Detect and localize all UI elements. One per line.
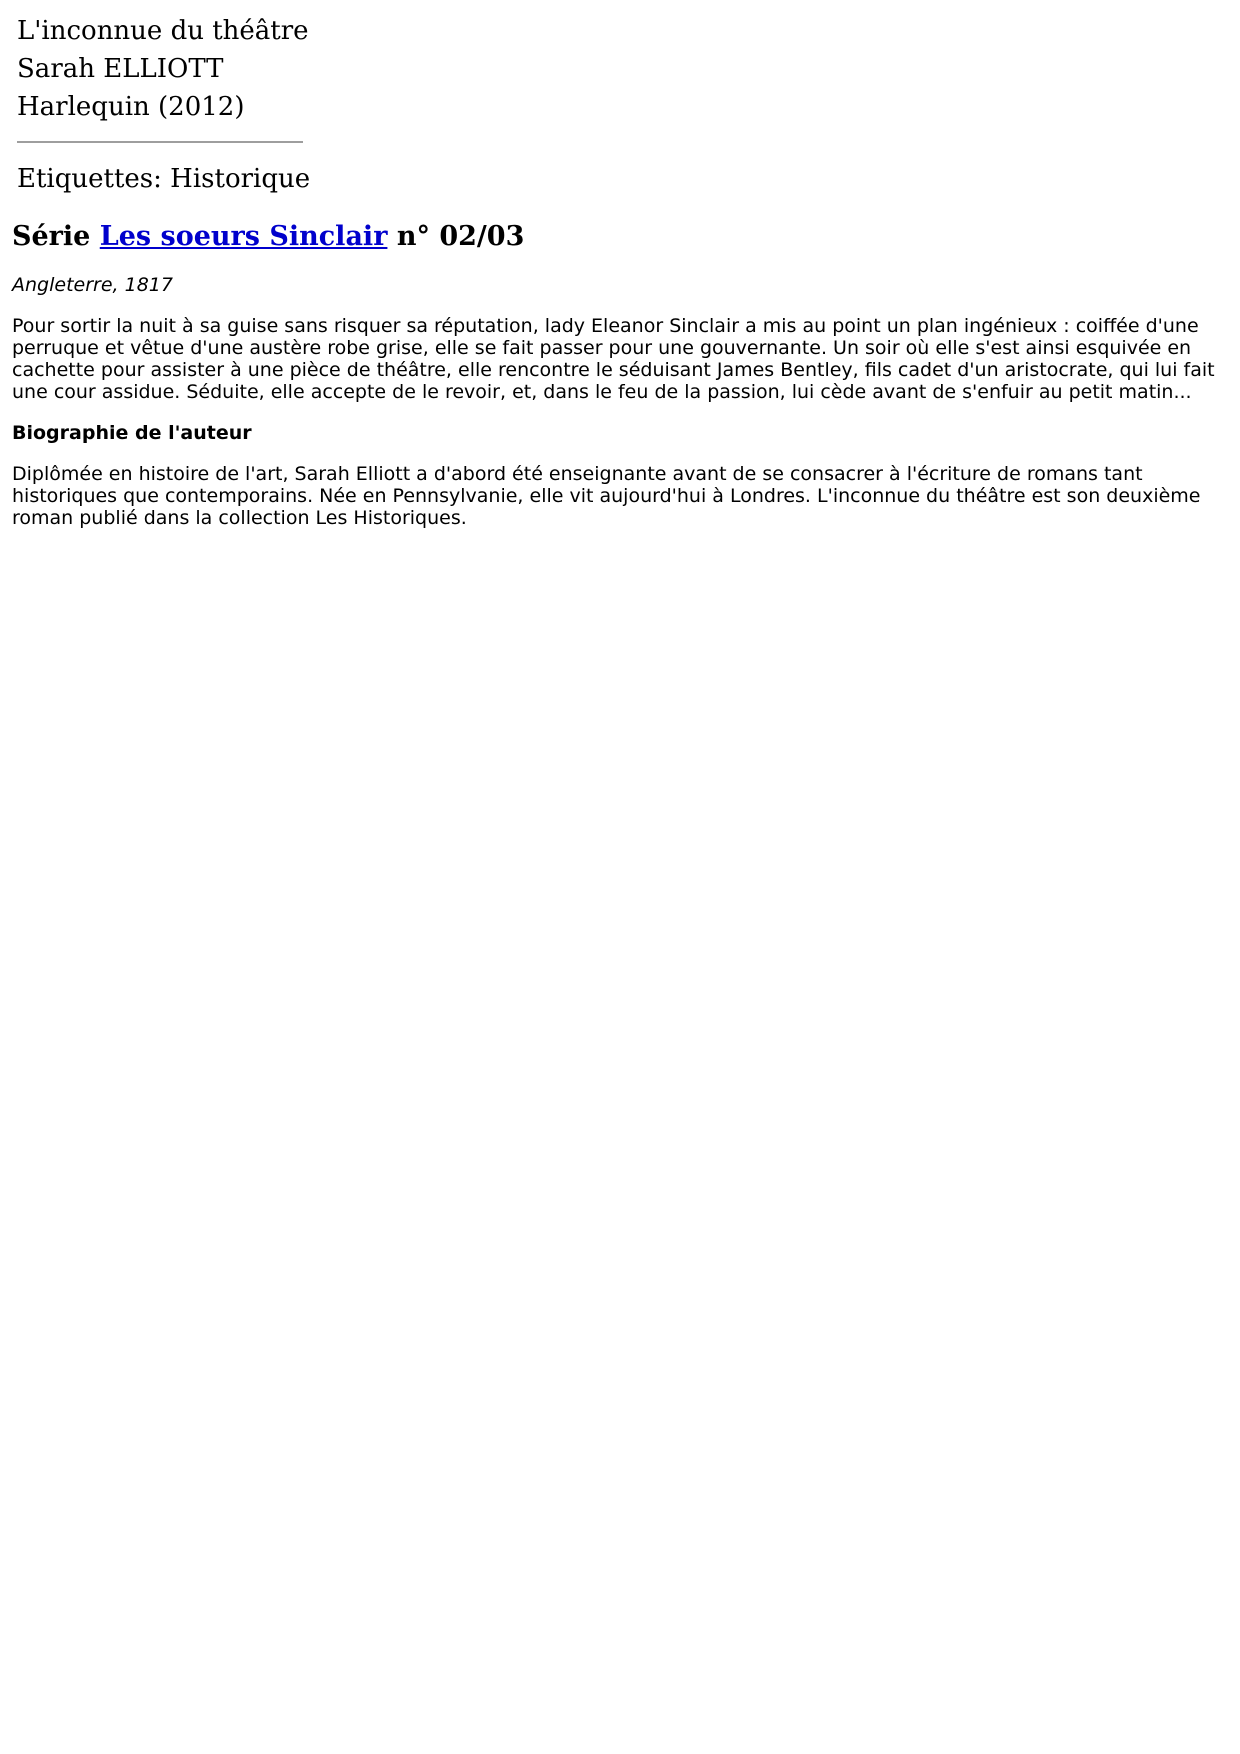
setting-text: Angleterre, 1817 [12,274,173,296]
tags-label: Etiquettes: Historique [17,164,311,194]
bio-text: Diplômée en histoire de l'art, Sarah Elliott a d'abord été enseignante avant de se consacrer à l'écriture de romans tant historiques que contemporains. Née en Pennsylvanie, elle vit aujourd'hui à Londres. L'inconnue du théâtre est son deuxième roman publié dans la collection Les Historiques. [12,463,1201,529]
series-prefix: Série [12,221,91,252]
divider [17,141,303,143]
series-link[interactable]: Les soeurs Sinclair [99,221,388,252]
book-publisher: Harlequin (2012) [17,92,245,122]
series-heading [12,218,524,256]
bio-heading: Biographie de l'auteur [12,422,252,444]
series-number: n° 02/03 [396,221,525,252]
book-title: L'inconnue du théâtre [17,16,309,46]
description [12,274,1222,529]
book-info [17,12,309,126]
summary-text: Pour sortir la nuit à sa guise sans risquer sa réputation, lady Eleanor Sinclair a mis au point un plan ingénieux : coiffée d'une perruque et vêtue d'une austère robe grise, elle se fait passer pour une gouvernante. Un soir où elle s'est ainsi esquivée en cachette pour assister à une pièce de théâtre, elle rencontre le séduisant James Bentley, fils cadet d'un aristocrate, qui lui fait une cour assidue. Séduite, elle accepte de le revoir, et, dans le feu de la passion, lui cède avant de s'enfuir au petit matin... [12,315,1215,403]
book-author: Sarah ELLIOTT [17,54,224,84]
